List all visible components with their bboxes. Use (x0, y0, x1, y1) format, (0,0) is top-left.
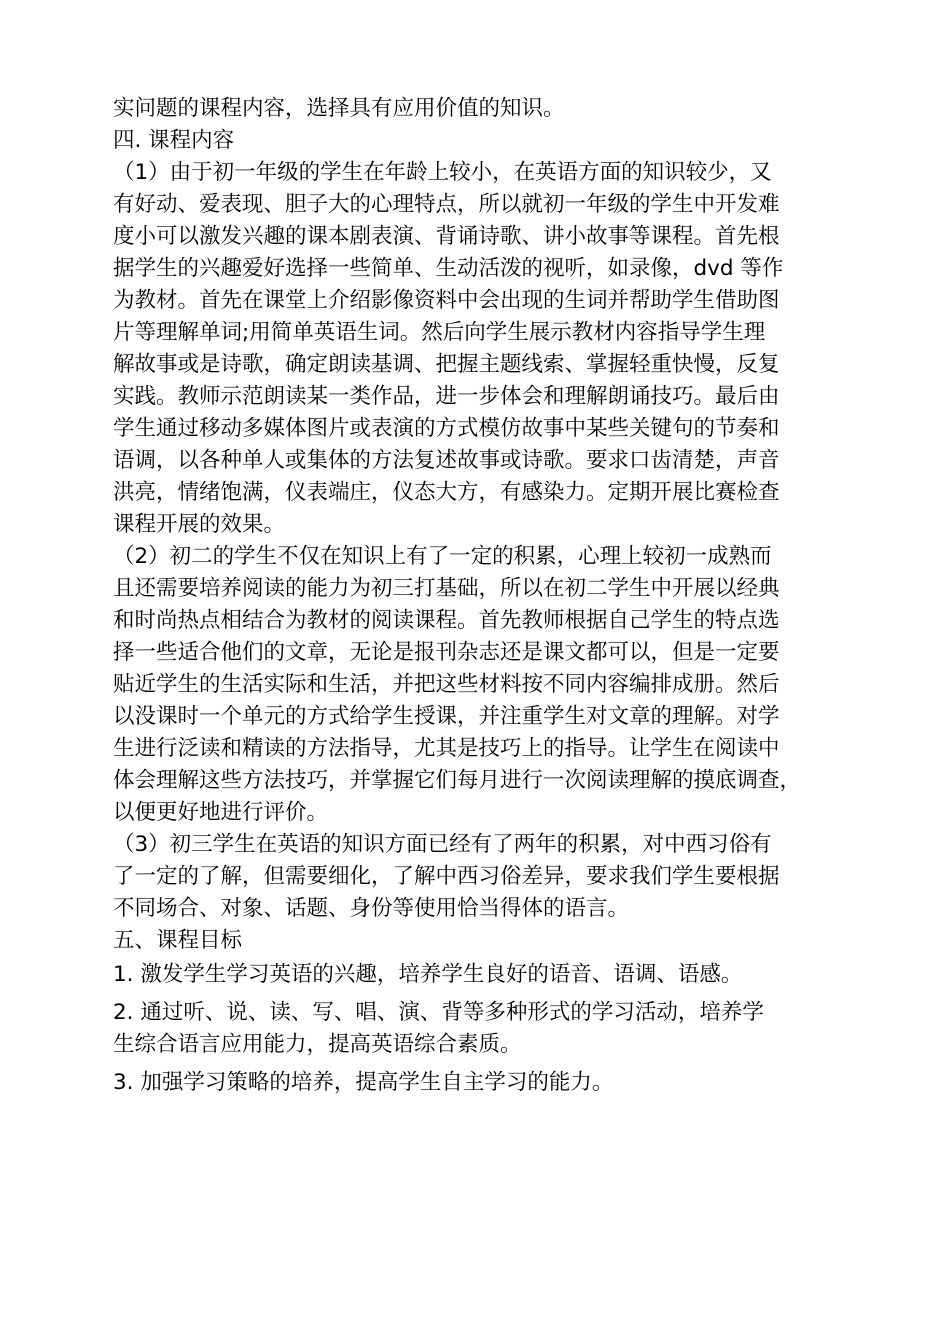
text-line: 体会理解这些方法技巧，并掌握它们每月进行一次阅读理解的摸底调查， (113, 768, 802, 793)
text-line: 贴近学生的生活实际和生活，并把这些材料按不同内容编排成册。然后 (113, 672, 780, 697)
list-item: 3. 加强学习策略的培养，提高学生自主学习的能力。 (113, 1070, 614, 1095)
section-heading: 四. 课程内容 (113, 128, 235, 153)
text-line: 以没课时一个单元的方式给学生授课，并注重学生对文章的理解。对学 (113, 704, 780, 729)
text-line: 课程开展的效果。 (113, 512, 286, 537)
list-item: 2. 通过听、说、读、写、唱、演、背等多种形式的学习活动，培养学 (113, 1000, 764, 1025)
text-line: 为教材。首先在课堂上介绍影像资料中会出现的生词并帮助学生借助图 (113, 288, 780, 313)
text-line: 实践。教师示范朗读某一类作品，进一步体会和理解朗诵技巧。最后由 (113, 384, 780, 409)
text-line: 解故事或是诗歌，确定朗读基调、把握主题线索、掌握轻重快慢，反复 (113, 352, 780, 377)
text-line: （2）初二的学生不仅在知识上有了一定的积累，心理上较初一成熟而 (113, 544, 772, 569)
text-line: 度小可以激发兴趣的课本剧表演、背诵诗歌、讲小故事等课程。首先根 (113, 224, 780, 249)
text-line: 生综合语言应用能力，提高英语综合素质。 (113, 1032, 522, 1057)
text-line: 据学生的兴趣爱好选择一些简单、生动活泼的视听，如录像，dvd 等作 (113, 256, 784, 281)
text-line: 择一些适合他们的文章，无论是报刊杂志还是课文都可以，但是一定要 (113, 640, 780, 665)
text-line: 洪亮，情绪饱满，仪表端庄，仪态大方，有感染力。定期开展比赛检查 (113, 480, 780, 505)
list-item: 1. 激发学生学习英语的兴趣，培养学生良好的语音、语调、语感。 (113, 962, 743, 987)
text-line: 不同场合、对象、话题、身份等使用恰当得体的语言。 (113, 896, 630, 921)
text-line: 实问题的课程内容，选择具有应用价值的知识。 (113, 96, 565, 121)
text-line: 了一定的了解，但需要细化，了解中西习俗差异，要求我们学生要根据 (113, 864, 780, 889)
text-line: 生进行泛读和精读的方法指导，尤其是技巧上的指导。让学生在阅读中 (113, 736, 780, 761)
text-line: 学生通过移动多媒体图片或表演的方式模仿故事中某些关键句的节奏和 (113, 416, 780, 441)
text-line: （3）初三学生在英语的知识方面已经有了两年的积累，对中西习俗有 (113, 832, 772, 857)
text-line: （1）由于初一年级的学生在年龄上较小，在英语方面的知识较少，又 (113, 160, 772, 185)
text-line: 语调，以各种单人或集体的方法复述故事或诗歌。要求口齿清楚，声音 (113, 448, 780, 473)
text-line: 和时尚热点相结合为教材的阅读课程。首先教师根据自己学生的特点选 (113, 608, 780, 633)
text-line: 有好动、爱表现、胆子大的心理特点，所以就初一年级的学生中开发难 (113, 192, 780, 217)
text-line: 且还需要培养阅读的能力为初三打基础，所以在初二学生中开展以经典 (113, 576, 780, 601)
text-line: 片等理解单词;用简单英语生词。然后向学生展示教材内容指导学生理 (113, 320, 766, 345)
text-line: 以便更好地进行评价。 (113, 800, 329, 825)
section-heading: 五、课程目标 (113, 928, 243, 953)
